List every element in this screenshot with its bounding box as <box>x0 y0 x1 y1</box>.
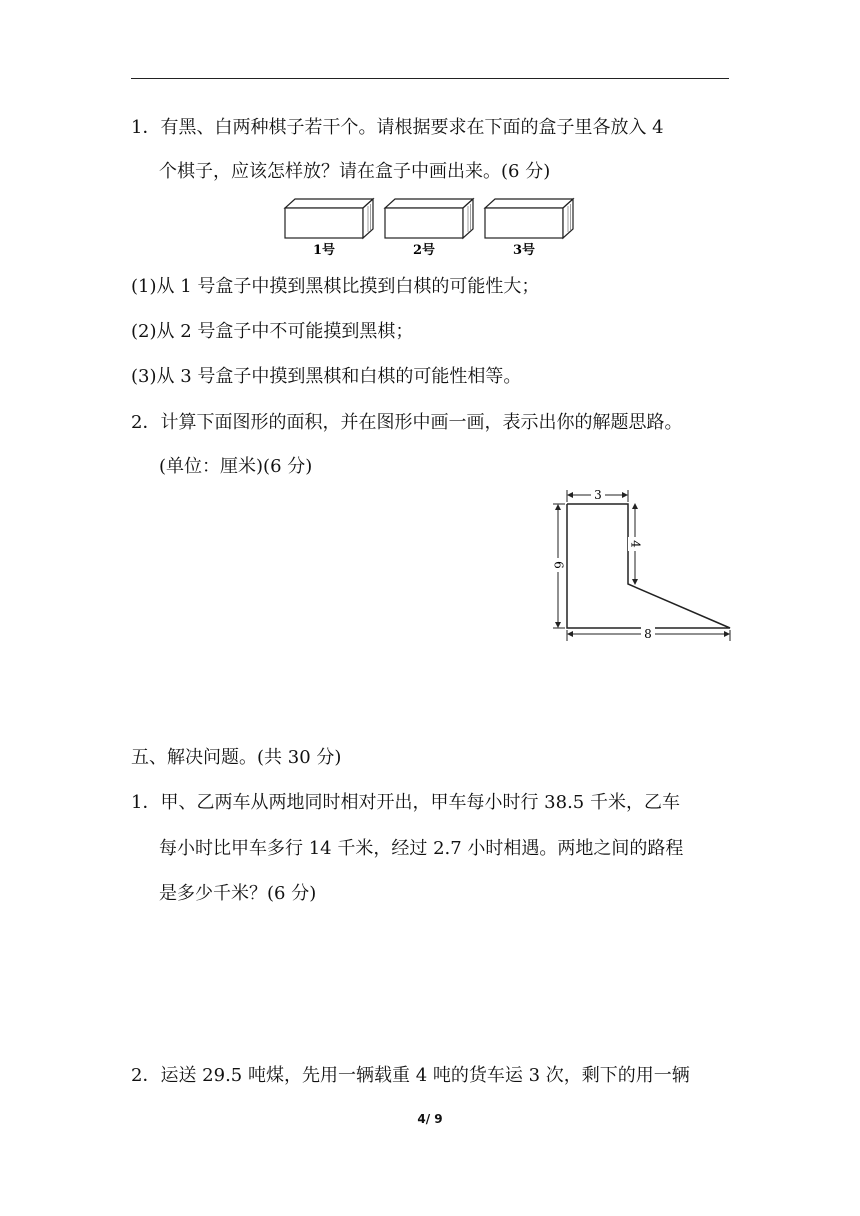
s5-p2-line1: 2．运送 29.5 吨煤，先用一辆载重 4 吨的货车运 3 次，剩下的用一辆 <box>131 1065 690 1086</box>
boxes-figure <box>282 196 582 260</box>
q1-requirement-3: (3)从 3 号盒子中摸到黑棋和白棋的可能性相等。 <box>131 366 522 387</box>
dim-bottom-label: 8 <box>644 627 652 641</box>
q1-line2: 个棋子，应该怎样放？请在盒子中画出来。(6 分) <box>159 161 551 182</box>
dim-inner-label: 4 <box>628 540 643 548</box>
box-3 <box>485 199 573 238</box>
section5-title: 五、解决问题。(共 30 分) <box>131 747 342 768</box>
box-2 <box>385 199 473 238</box>
s5-p1-line3: 是多少千米？(6 分) <box>159 883 317 904</box>
q1-requirement-2: (2)从 2 号盒子中不可能摸到黑棋； <box>131 321 414 342</box>
q2-line1: 2．计算下面图形的面积，并在图形中画一画，表示出你的解题思路。 <box>131 412 683 433</box>
box-label-3: 3号 <box>512 243 536 258</box>
dim-top-label: 3 <box>594 488 602 502</box>
q1-line1: 1．有黑、白两种棋子若干个。请根据要求在下面的盒子里各放入 4 <box>131 117 664 138</box>
s5-p1-line2: 每小时比甲车多行 14 千米，经过 2.7 小时相遇。两地之间的路程 <box>159 838 684 859</box>
q1-requirement-1: (1)从 1 号盒子中摸到黑棋比摸到白棋的可能性大； <box>131 276 540 297</box>
box-label-1: 1号 <box>312 243 336 258</box>
header-rule <box>131 78 729 79</box>
box-1 <box>285 199 373 238</box>
q2-line2: (单位：厘米)(6 分) <box>159 456 313 477</box>
page-number: 4/ 9 <box>417 1112 443 1126</box>
composite-shape <box>567 504 730 628</box>
box-label-2: 2号 <box>412 243 436 258</box>
area-figure <box>545 486 735 646</box>
dim-left-label: 6 <box>551 561 566 569</box>
s5-p1-line1: 1．甲、乙两车从两地同时相对开出，甲车每小时行 38.5 千米，乙车 <box>131 792 680 813</box>
